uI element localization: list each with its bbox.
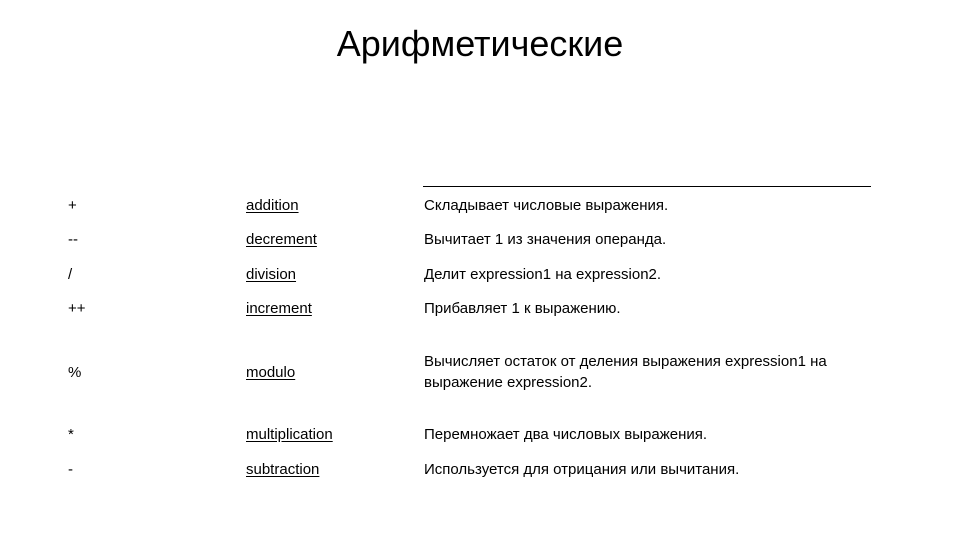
operator-symbol: - xyxy=(68,461,73,478)
operator-link-addition[interactable]: addition xyxy=(246,197,299,214)
operator-symbol: + xyxy=(68,197,77,214)
operator-link-increment[interactable]: increment xyxy=(246,300,312,317)
operator-name xyxy=(246,195,416,216)
operator-name xyxy=(246,424,416,445)
operator-link-division[interactable]: division xyxy=(246,266,297,283)
operator-name xyxy=(246,362,416,383)
operator-link-modulo[interactable]: modulo xyxy=(246,364,296,381)
operator-link-subtraction[interactable]: subtraction xyxy=(246,461,320,478)
operator-name xyxy=(246,264,416,285)
operator-link-decrement[interactable]: decrement xyxy=(246,231,317,248)
operator-description: Делит expression1 на expression2. xyxy=(424,266,662,283)
operator-description: Вычисляет остаток от деления выражения expression1 на выражение expression2. xyxy=(424,353,827,391)
operator-description: Прибавляет 1 к выражению. xyxy=(424,300,621,317)
operator-symbol: * xyxy=(68,426,74,443)
operator-symbol: / xyxy=(68,266,73,283)
operator-symbol: % xyxy=(68,364,82,381)
operator-description: Вычитает 1 из значения операнда. xyxy=(424,231,667,248)
header-divider xyxy=(423,186,871,187)
operator-name xyxy=(246,459,416,480)
operator-link-multiplication[interactable]: multiplication xyxy=(246,426,333,443)
operator-name xyxy=(246,229,416,250)
operator-description: Перемножает два числовых выражения. xyxy=(424,426,708,443)
page-title: Арифметические xyxy=(336,23,624,64)
operator-symbol: ++ xyxy=(68,300,86,317)
operator-description: Используется для отрицания или вычитания. xyxy=(424,461,740,478)
operator-description: Складывает числовые выражения. xyxy=(424,197,669,214)
operator-symbol: -- xyxy=(68,231,78,248)
operator-name xyxy=(246,298,416,319)
